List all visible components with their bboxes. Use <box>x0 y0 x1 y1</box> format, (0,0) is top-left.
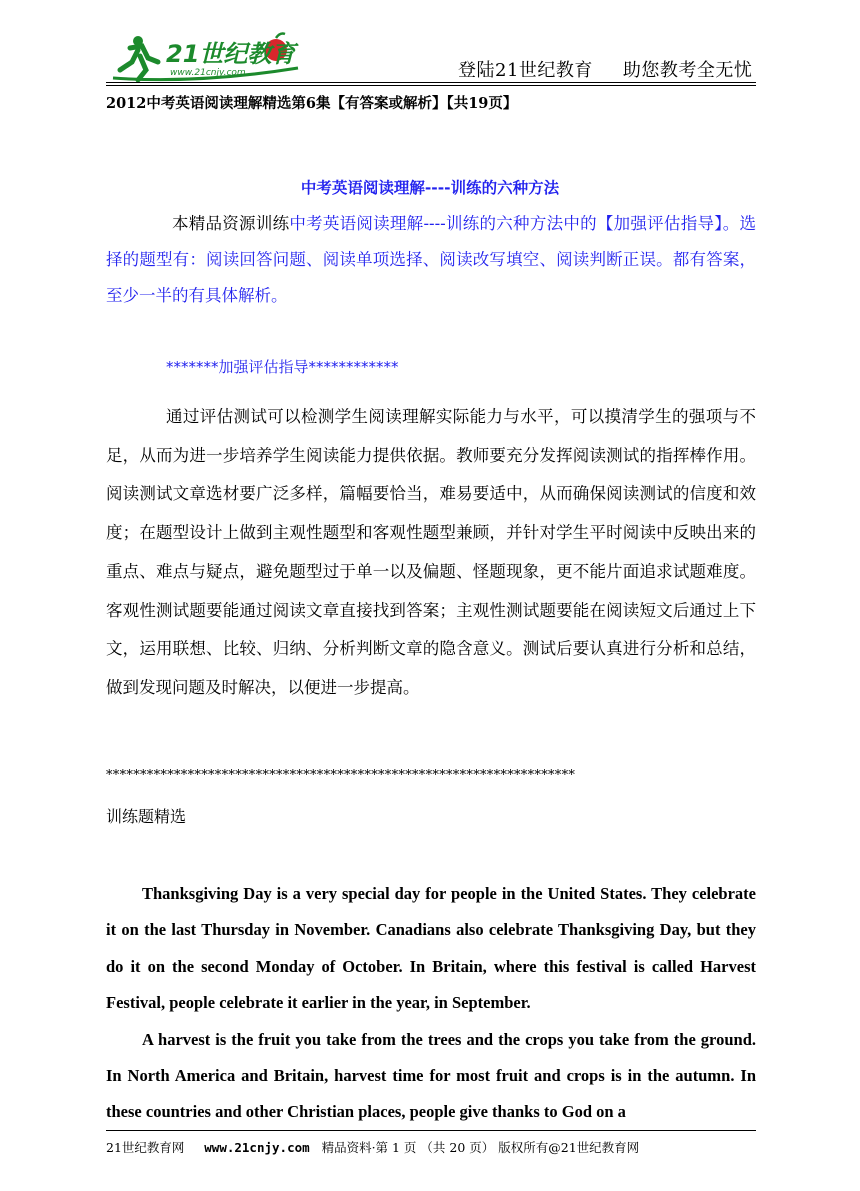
footer-site-url[interactable]: www.21cnjy.com <box>204 1140 310 1155</box>
reading-passage <box>106 876 756 1131</box>
separator-line: ********************************************************************* <box>106 768 576 783</box>
intro-paragraph <box>106 206 756 314</box>
passage-paragraph-2: A harvest is the fruit you take from the trees and the crops you take from the ground. In North America and Britain, harvest time for most fruit and crops is in the autumn. In these countries and other Christian places, people give thanks to God on a <box>106 1029 756 1122</box>
intro-prefix: 本精品资源训练 <box>172 214 290 233</box>
practice-label: 训练题精选 <box>106 807 187 826</box>
page-footer <box>106 1138 639 1156</box>
header-rule <box>106 82 756 83</box>
logo-url: www.21cnjy.com <box>170 68 246 78</box>
section-title: 中考英语阅读理解----训练的六种方法 <box>300 179 560 197</box>
slogan-left: 登陆21世纪教育 <box>458 60 593 81</box>
footer-page-info: 精品资料·第 1 页 （共 20 页） 版权所有@21世纪教育网 <box>321 1140 640 1155</box>
site-logo <box>108 28 308 86</box>
header-rule-thin <box>106 85 756 86</box>
footer-rule <box>106 1130 756 1131</box>
logo-text: 21世纪教育 <box>166 40 296 68</box>
header-slogan <box>458 56 752 82</box>
body-paragraph: 通过评估测试可以检测学生阅读理解实际能力与水平，可以摸清学生的强项与不足，从而为进一步培养学生阅读能力提供依据。教师要充分发挥阅读测试的指挥棒作用。阅读测试文章选材要广泛多样，篇幅要恰当，难易要适中，从而确保阅读测试的信度和效度；在题型设计上做到主观性题型和客观性题型兼顾，并针对学生平时阅读中反映出来的重点、难点与疑点，避免题型过于单一以及偏题、怪题现象，更不能片面追求试题难度。客观性测试题要能通过阅读文章直接找到答案；主观性测试题要能在阅读短文后通过上下文，运用联想、比较、归纳、分析判断文章的隐含意义。测试后要认真进行分析和总结，做到发现问题及时解决，以便进一步提高。 <box>106 407 756 697</box>
intro-highlight: 中考英语阅读理解----训练的六种方法中的【加强评估指导】。选择的题型有：阅读回答问题、阅读单项选择、阅读改写填空、阅读判断正误。都有答案，至少一半的有具体解析。 <box>106 214 756 305</box>
guide-heading: *******加强评估指导************ <box>166 358 399 376</box>
document-title: 2012中考英语阅读理解精选第6集【有答案或解析】【共19页】 <box>106 95 518 112</box>
passage-paragraph-1: Thanksgiving Day is a very special day for people in the United States. They celebrate it on the last Thursday in November. Canadians also celebrate Thanksgiving Day, but they do it on the second Monday of October. In Britain, where this festival is called Harvest Festival, people celebrate it earlier in the year, in September. <box>106 884 756 1013</box>
footer-site-name: 21世纪教育网 <box>106 1140 185 1155</box>
slogan-right: 助您教考全无忧 <box>622 60 753 81</box>
